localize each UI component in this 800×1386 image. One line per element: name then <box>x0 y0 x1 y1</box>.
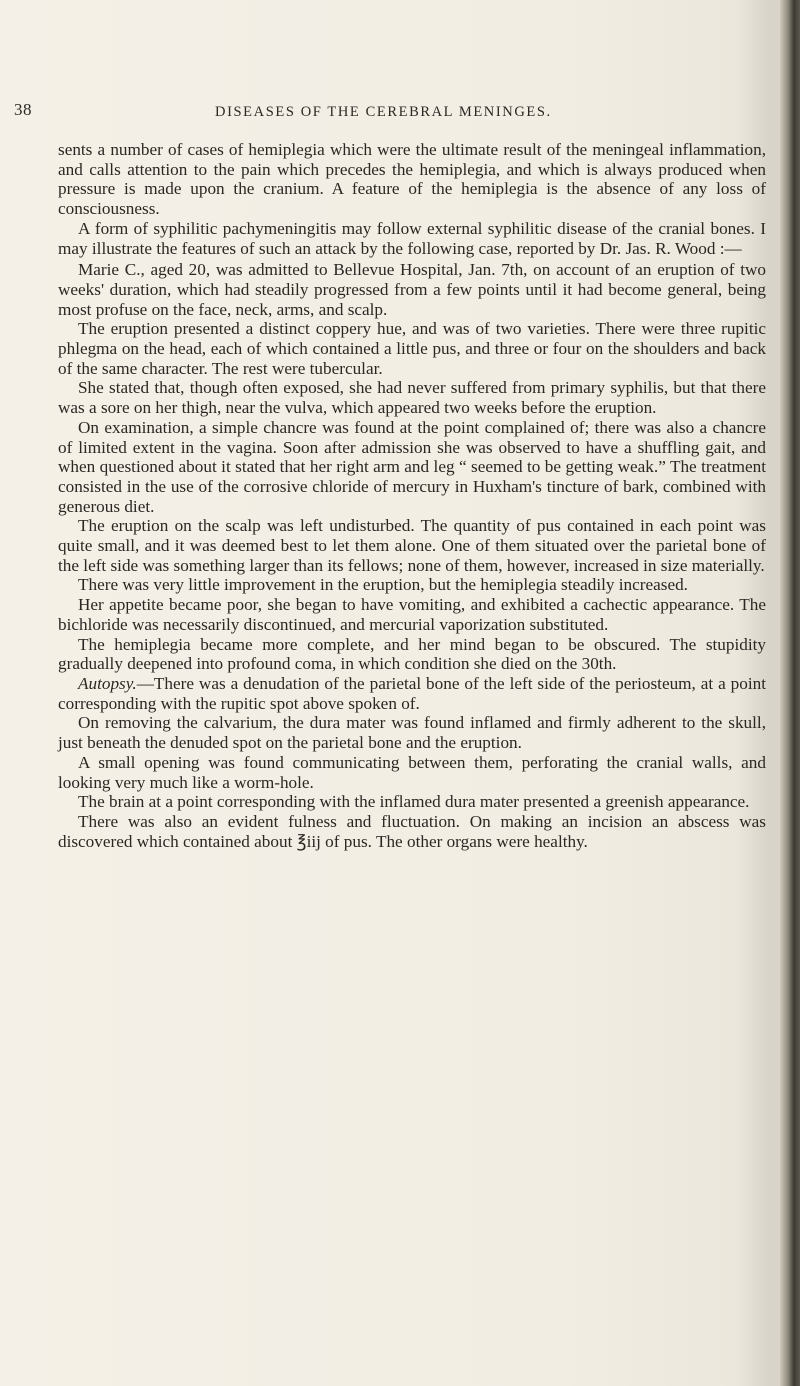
case-paragraph: Marie C., aged 20, was admitted to Bellevue Hospital, Jan. 7th, on account of an eruption of two weeks' duration, which had steadily progressed from a few points until it had become general, being most profuse on the face, neck, arms, and scalp. <box>58 260 766 319</box>
binding-edge <box>780 0 800 1386</box>
paragraph: sents a number of cases of hemiplegia which were the ultimate result of the meningeal inflammation, and calls attention to the pain which precedes the hemiplegia, and which is always produced when pressure is made upon the cranium. A feature of the hemiplegia is the absence of any loss of consciousness. <box>58 140 766 219</box>
paragraph: The hemiplegia became more complete, and her mind began to be obscured. The stupidity gradually deepened into profound coma, in which condition she died on the 30th. <box>58 634 766 674</box>
paragraph: There was also an evident fulness and fluctuation. On making an incision an abscess was discovered which contained about ℥iij of pus. The other organs were healthy. <box>58 811 766 851</box>
paragraph: On examination, a simple chancre was found at the point complained of; there was also a chancre of limited extent in the vagina. Soon after admission she was observed to have a shuffling gait, and when questioned about it stated that her right arm and leg “ seemed to be getting weak.” The treatment consisted in the use of the corrosive chloride of mercury in Huxham's tincture of bark, combined with generous diet. <box>58 417 766 516</box>
paragraph: The eruption presented a distinct coppery hue, and was of two varieties. There were three rupitic phlegma on the head, each of which contained a little pus, and three or four on the shoulders and back of the same character. The rest were tubercular. <box>58 319 766 378</box>
paragraph: A small opening was found communicating between them, perforating the cranial walls, and looking very much like a worm-hole. <box>58 752 766 792</box>
body-text <box>58 140 766 851</box>
paragraph: A form of syphilitic pachymeningitis may follow external syphilitic disease of the cranial bones. I may illustrate the features of such an attack by the following case, reported by Dr. Jas. R. Wood :— <box>58 218 766 258</box>
paragraph: The brain at a point corresponding with the inflamed dura mater presented a greenish appearance. <box>78 792 750 812</box>
autopsy-text: —There was a denudation of the parietal bone of the left side of the periosteum, at a point corresponding with the rupitic spot above spoken of. <box>58 673 766 713</box>
running-head: DISEASES OF THE CEREBRAL MENINGES. <box>215 104 552 120</box>
paragraph: The eruption on the scalp was left undisturbed. The quantity of pus contained in each point was quite small, and it was deemed best to let them alone. One of them situated over the parietal bone of the left side was something larger than its fellows; none of them, however, increased in size materially. <box>58 516 766 575</box>
paragraph: She stated that, though often exposed, she had never suffered from primary syphilis, but that there was a sore on her thigh, near the vulva, which appeared two weeks before the eruption. <box>58 378 766 418</box>
page-number: 38 <box>14 100 32 119</box>
paragraph: Her appetite became poor, she began to have vomiting, and exhibited a cachectic appearance. The bichloride was necessarily discontinued, and mercurial vaporization substituted. <box>58 595 766 634</box>
paragraph: There was very little improvement in the eruption, but the hemiplegia steadily increased. <box>78 575 688 595</box>
autopsy-label: Autopsy. <box>78 673 137 693</box>
paragraph: On removing the calvarium, the dura mater was found inflamed and firmly adherent to the skull, just beneath the denuded spot on the parietal bone and the eruption. <box>58 713 766 753</box>
autopsy-paragraph <box>58 674 766 713</box>
